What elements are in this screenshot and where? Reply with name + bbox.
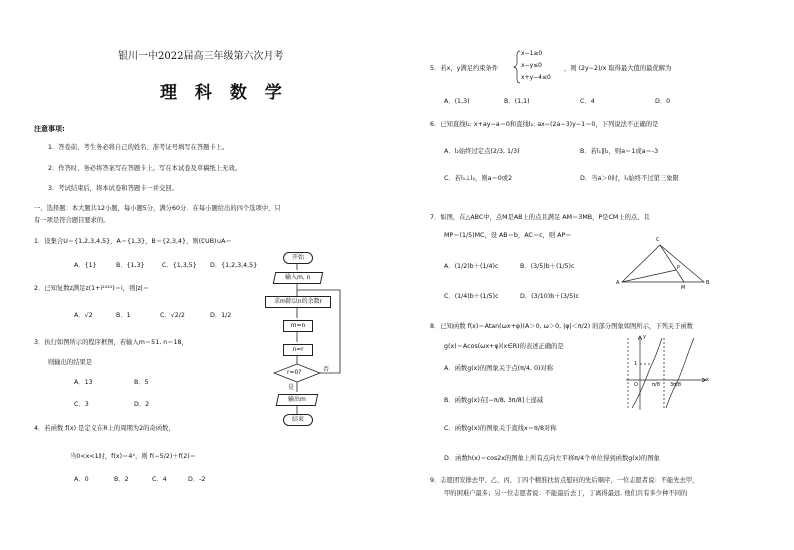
notice-item-1: 1．答卷前，考生务必将自己的姓名、准考证号填写在答题卡上。 <box>48 144 229 151</box>
q7-option-b: B．(3/5)b＋(1/5)c <box>520 263 575 270</box>
q4-option-d: D．-2 <box>188 476 206 483</box>
q1-option-a: A．{1} <box>74 262 97 269</box>
q3-option-d: D．2 <box>134 401 150 408</box>
q7-stem-2: MP＝(1/5)MC，设 AB＝b，AC＝c，则 AP＝ <box>444 232 572 239</box>
flowchart-no-label: 否 <box>323 366 330 373</box>
q8-option-b: B．函数g(x)在[−π/8, 3π/8]上递减 <box>444 397 544 404</box>
q8-option-d: D．函数h(x)＝cos2x的图象上所有点向左平移π/4个单位得到函数g(x)的图象 <box>444 455 660 462</box>
q8-stem: 8．已知函数 f(x)＝Atan(ωx+φ)(A＞0, ω＞0, |φ|＜π/2) 的部分图象如图所示，下列关于函数 <box>430 323 693 330</box>
q8-option-c: C．函数g(x)的图象关于直线x＝π/8对称 <box>444 425 557 432</box>
q5-constraint-2: x−y≤0 <box>521 62 542 69</box>
q2-option-a: A．√2 <box>74 312 93 319</box>
section1-line2: 有一项是符合题目要求的。 <box>34 217 110 224</box>
q7-label-p: P <box>677 265 681 271</box>
flowchart-step-remainder: 求m除以n的余数r <box>265 296 331 308</box>
q5-stem-2: ，则 (2y−2)/x 取得最大值的最优解为 <box>564 65 672 72</box>
q1-option-c: C．{1,3,5} <box>162 262 197 269</box>
q8-graph-label-3pi-8: 3π/8 <box>670 382 682 388</box>
q7-label-m: M <box>681 285 686 291</box>
q6-option-b: B．若l₁∥l₂，则a＝1或a＝-3 <box>580 148 659 155</box>
q2-option-c: C．√2/2 <box>160 312 185 319</box>
flowchart-output-label: 输出m <box>288 396 306 403</box>
q3-option-c: C．3 <box>74 401 89 408</box>
q4-option-c: C．4 <box>152 476 167 483</box>
q3-option-a: A．13 <box>74 379 93 386</box>
q8-graph-label-pi-8: π/8 <box>652 382 660 388</box>
exam-title: 银川一中2022届高三年级第六次月考 <box>118 51 284 62</box>
flowchart-step-m: m=n <box>283 320 313 332</box>
notice-heading: 注意事项: <box>34 125 65 133</box>
q2-option-d: D．1/2 <box>210 312 232 319</box>
q8-graph-label-y: y <box>643 334 646 340</box>
flowchart-step-n: n=r <box>283 344 313 356</box>
q5-stem: 5．若x，y满足约束条件 <box>430 65 499 72</box>
flowchart-yes-label: 是 <box>288 384 295 391</box>
q9-line-1: 9．志愿团安排去甲、乙、丙、丁四个精准扶贫点慰问的先后顺序，一位志愿者说：不能先去甲， <box>430 477 699 484</box>
notice-item-3: 3．考试结束后，将本试卷和答题卡一并交回。 <box>48 185 178 192</box>
q7-stem: 7．如图，在△ABC中，点M是AB上的点且满足 AM＝3MB，P是CM上的点，且 <box>430 214 650 221</box>
q1-stem: 1．设集合U＝{1,2,3,4,5}，A＝{1,3}，B＝{2,3,4}，则(∁UB)∪A＝ <box>34 238 232 245</box>
flowchart-end: 结束 <box>283 414 313 426</box>
q5-constraint-3: x+y−4≤0 <box>521 74 551 81</box>
q3-stem-2: 则输出的结果是 <box>48 359 93 366</box>
q2-option-b: B．1 <box>116 312 131 319</box>
q4-option-a: A．0 <box>74 476 89 483</box>
q5-option-d: D．0 <box>655 98 671 105</box>
q8-stem-2: g(x)＝Acos(ωx+φ)(x∈R)的表述正确的是 <box>444 343 564 350</box>
q8-option-a: A．函数g(x)的图象关于点(π/4, 0)对称 <box>444 365 554 372</box>
q7-option-a: A．(1/2)b＋(1/4)c <box>444 263 499 270</box>
q6-option-a: A．l₂始终过定点(2/3, 1/3) <box>444 148 520 155</box>
q4-stem: 4．若函数 f(x) 是定义在R上的周期为2的奇函数， <box>34 425 175 432</box>
q8-graph-label-one: 1 <box>634 361 638 367</box>
q5-option-b: B．(1,1) <box>504 98 530 105</box>
q9-line-2: 甲的困难户最多；另一位志愿者说：不能最后去丁，丁离得最远. 他们共有多少种不同的 <box>444 490 688 497</box>
q1-option-d: D．{1,2,3,4,5} <box>210 262 258 269</box>
q3-option-b: B．5 <box>134 379 149 386</box>
q5-constraint-1: x−1≥0 <box>521 50 543 57</box>
q1-option-b: B．{1,3} <box>116 262 145 269</box>
q5-option-c: C．4 <box>580 98 595 105</box>
q8-graph-label-x: x <box>706 377 709 383</box>
q2-stem: 2．已知复数z满足z(1+i²⁰²¹)＝i，则|z|＝ <box>34 285 150 292</box>
q8-graph-label-origin: O <box>634 382 638 388</box>
q4-stem-2: 当0<x<1时，f(x)＝4ˣ，则 f(−5/2)＋f(2)＝ <box>70 453 197 460</box>
notice-item-2: 2．作答时，务必将答案写在答题卡上。写在本试卷及草稿纸上无效。 <box>48 165 241 172</box>
q6-option-c: C．若l₁⊥l₂，则a＝0或2 <box>444 175 513 182</box>
q7-label-c: C <box>656 237 660 243</box>
q7-label-b: B <box>706 280 710 286</box>
q7-label-a: A <box>616 280 620 286</box>
q5-option-a: A．(1,3) <box>444 98 470 105</box>
flowchart-input-label: 输入m, n <box>285 274 311 281</box>
flowchart-start: 开始 <box>283 252 313 264</box>
q6-stem: 6．已知直线l₁: x+ay−a＝0和直线l₂: ax−(2a−3)y−1＝0，下列说法不正确的是 <box>430 121 659 128</box>
q7-option-c: C．(1/4)b＋(1/5)c <box>444 293 499 300</box>
section1-line1: 一、选择题：本大题共12小题，每小题5分，满分60分．在每小题给出的四个选项中，只 <box>34 205 281 212</box>
flowchart-decision: r=0? <box>287 369 302 376</box>
q3-stem: 3．执行如图所示的程序框图，若输入m＝51, n＝18， <box>34 339 188 346</box>
q4-option-b: B．2 <box>114 476 129 483</box>
subject-title: 理 科 数 学 <box>160 83 288 103</box>
q6-option-d: D．当a＞0时，l₁始终不过第三象限 <box>580 175 679 182</box>
q7-option-d: D．(3/10)b＋(3/5)c <box>520 293 580 300</box>
